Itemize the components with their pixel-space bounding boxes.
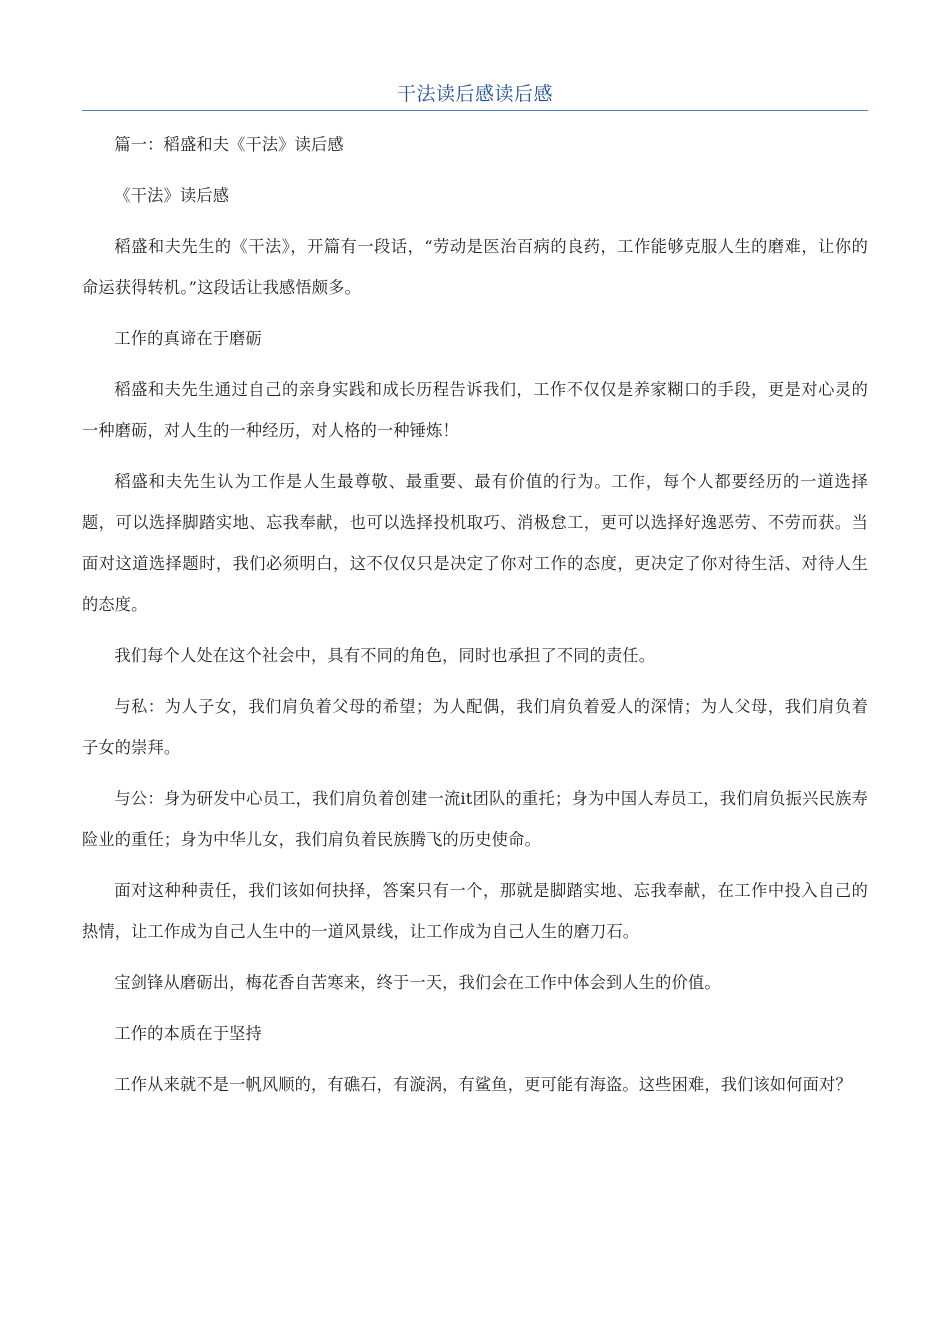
page-header (82, 80, 868, 111)
paragraph: 稻盛和夫先生认为工作是人生最尊敬、最重要、最有价值的行为。工作，每个人都要经历的一道选择题，可以选择脚踏实地、忘我奉献，也可以选择投机取巧、消极怠工，更可以选择好逸恶劳、不劳而获。当面对这道选择题时，我们必须明白，这不仅仅只是决定了你对工作的态度，更决定了你对待生活、对待人生的态度。 (82, 472, 868, 614)
paragraph: 稻盛和夫先生通过自己的亲身实践和成长历程告诉我们，工作不仅仅是养家糊口的手段，更是对心灵的一种磨砺，对人生的一种经历，对人格的一种锤炼！ (82, 380, 868, 440)
subheading: 工作的本质在于坚持 (114, 1024, 262, 1043)
header-title: 干法读后感读后感 (396, 83, 553, 105)
subheading: 工作的真谛在于磨砺 (114, 329, 262, 348)
paragraph: 与私：为人子女，我们肩负着父母的希望；为人配偶，我们肩负着爱人的深情；为人父母，我们肩负着子女的崇拜。 (82, 697, 868, 757)
paragraph: 宝剑锋从磨砺出，梅花香自苦寒来，终于一天，我们会在工作中体会到人生的价值。 (114, 973, 721, 992)
paragraph: 稻盛和夫先生的《干法》，开篇有一段话，“劳动是医治百病的良药，工作能够克服人生的磨难，让你的命运获得转机。”这段话让我感悟颇多。 (82, 237, 868, 297)
paragraph: 我们每个人处在这个社会中，具有不同的角色，同时也承担了不同的责任。 (114, 646, 656, 665)
subheading: 《干法》读后感 (114, 186, 230, 205)
document-body (82, 124, 868, 1115)
paragraph: 与公：身为研发中心员工，我们肩负着创建一流it团队的重托；身为中国人寿员工，我们肩负振兴民族寿险业的重任；身为中华儿女，我们肩负着民族腾飞的历史使命。 (82, 789, 868, 849)
section-heading: 篇一：稻盛和夫《干法》读后感 (114, 135, 344, 154)
paragraph: 工作从来就不是一帆风顺的，有礁石，有漩涡，有鲨鱼，更可能有海盗。这些困难，我们该如何面对？ (114, 1075, 852, 1094)
paragraph: 面对这种种责任，我们该如何抉择，答案只有一个，那就是脚踏实地、忘我奉献，在工作中投入自己的热情，让工作成为自己人生中的一道风景线，让工作成为自己人生的磨刀石。 (82, 881, 868, 941)
